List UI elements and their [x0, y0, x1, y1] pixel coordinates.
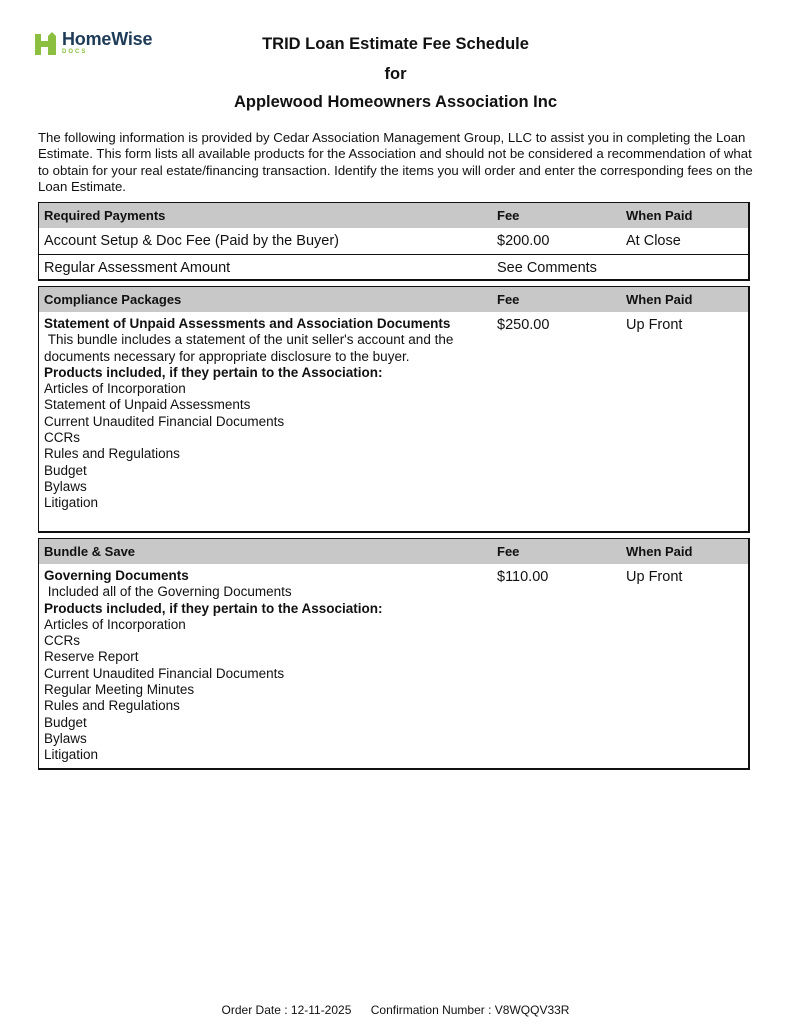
header-item: Compliance Packages	[44, 292, 182, 307]
product-item: Articles of Incorporation	[44, 381, 186, 397]
products-label: Products included, if they pertain to the Association:	[44, 364, 383, 380]
product-item: CCRs	[44, 430, 80, 446]
table-row	[39, 254, 748, 281]
product-item: Statement of Unpaid Assessments	[44, 397, 251, 413]
bundle-save-table	[38, 538, 750, 770]
product-item: Litigation	[44, 747, 99, 763]
product-item: Litigation	[44, 495, 99, 511]
product-item: Rules and Regulations	[44, 698, 180, 714]
package-description: This bundle includes a statement of the unit seller's account and the documents necessary for appropriate disclosure to the buyer.	[44, 332, 458, 364]
compliance-packages-table	[38, 286, 750, 533]
footer	[0, 1003, 791, 1017]
products-label: Products included, if they pertain to the Association:	[44, 600, 383, 616]
table-row	[39, 228, 748, 254]
page-title-for: for	[384, 65, 407, 83]
package-when-paid: Up Front	[626, 317, 683, 333]
confirmation-number: Confirmation Number : V8WQQV33R	[370, 1003, 570, 1017]
package-description: Included all of the Governing Documents	[44, 584, 292, 600]
product-item: Regular Meeting Minutes	[44, 682, 195, 698]
product-item: Budget	[44, 462, 87, 478]
package-row	[39, 564, 748, 767]
header-when-paid: When Paid	[626, 292, 693, 307]
row-fee: $200.00	[497, 233, 550, 249]
package-when-paid: Up Front	[626, 569, 683, 585]
package-title: Governing Documents	[44, 568, 189, 583]
product-item: Rules and Regulations	[44, 446, 180, 462]
row-item: Regular Assessment Amount	[44, 260, 231, 276]
product-item: Current Unaudited Financial Documents	[44, 665, 285, 681]
header-when-paid: When Paid	[626, 208, 693, 223]
header-fee: Fee	[497, 544, 520, 559]
association-name: Applewood Homeowners Association Inc	[233, 93, 557, 111]
package-row	[39, 312, 748, 530]
product-item: Bylaws	[44, 478, 87, 494]
row-item: Account Setup & Doc Fee (Paid by the Buyer)	[44, 233, 339, 249]
package-fee: $250.00	[497, 317, 550, 333]
product-item: Current Unaudited Financial Documents	[44, 413, 285, 429]
page-title: TRID Loan Estimate Fee Schedule	[262, 35, 529, 53]
header-item: Required Payments	[44, 208, 166, 223]
header-fee: Fee	[497, 292, 520, 307]
package-fee: $110.00	[497, 569, 549, 585]
intro-paragraph: The following information is provided by Cedar Association Management Group, LLC to assist you in completing the Loan Estimate. This form lists all available products for the Association and should not be considered a recommendation of what to obtain for your real estate/financing transaction. Identify the items you will order and enter the corresponding fees on the Loan Estimate.	[38, 130, 753, 194]
logo-wordmark: HomeWise	[62, 29, 153, 49]
product-item: Reserve Report	[44, 649, 139, 665]
product-item: Bylaws	[44, 730, 87, 746]
header-when-paid: When Paid	[626, 544, 693, 559]
table-header	[39, 203, 748, 228]
product-item: Articles of Incorporation	[44, 616, 186, 632]
package-title: Statement of Unpaid Assessments and Association Documents	[44, 316, 451, 331]
product-item: CCRs	[44, 633, 80, 649]
product-item: Budget	[44, 714, 87, 730]
table-header	[39, 539, 748, 564]
row-fee: See Comments	[497, 260, 597, 276]
table-header	[39, 287, 748, 312]
header-fee: Fee	[497, 208, 520, 223]
order-date: Order Date : 12-11-2025	[221, 1003, 352, 1017]
logo-subtext: DOCS	[62, 49, 88, 55]
row-when-paid: At Close	[626, 233, 681, 249]
required-payments-table	[38, 202, 750, 281]
header-item: Bundle & Save	[44, 544, 136, 559]
